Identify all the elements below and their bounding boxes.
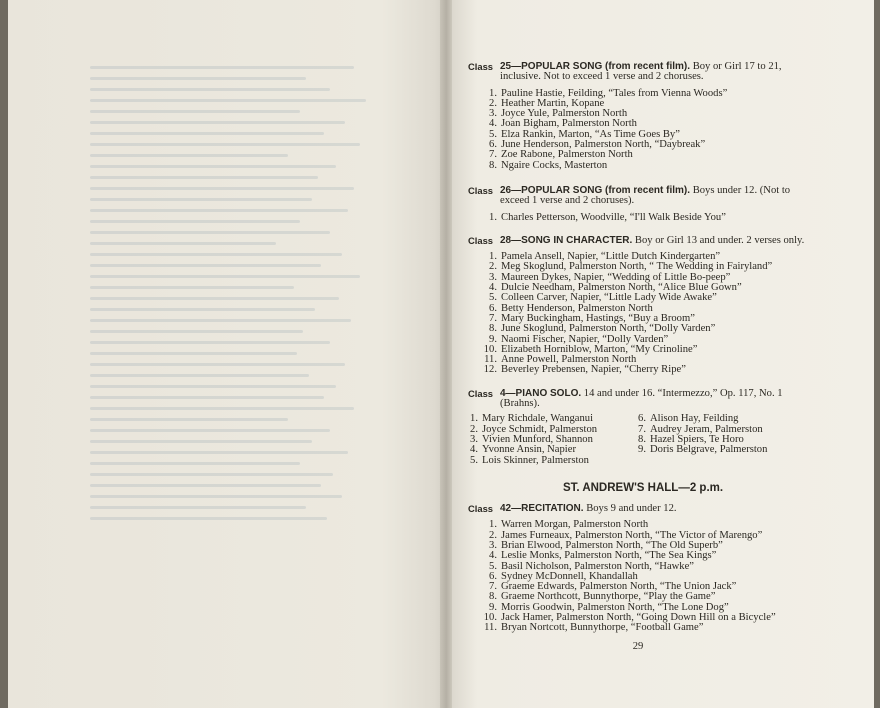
entry-number: 3.: [489, 108, 497, 120]
entry-text: Lois Skinner, Palmerston: [482, 454, 589, 466]
entry-list-left: [468, 414, 636, 465]
entry-text: Vivien Munford, Shannon: [482, 433, 593, 445]
class-26-section: [468, 186, 808, 223]
class-label: Class: [468, 234, 494, 246]
entry-number: 5.: [489, 128, 497, 140]
entry-text: Pauline Hastie, Feilding, “Tales from Vienna Woods”: [501, 87, 728, 99]
class-label: Class: [468, 184, 494, 196]
class-title: 42—RECITATION.: [500, 503, 584, 515]
list-item: [468, 445, 636, 455]
class-title: 4—PIANO SOLO.: [500, 387, 582, 399]
entry-number: 2.: [470, 423, 478, 435]
entry-text: Joyce Yule, Palmerston North: [501, 108, 628, 120]
bleed-through-line: [90, 418, 288, 421]
entry-text: Leslie Monks, Palmerston North, “The Sea Kings”: [501, 550, 717, 562]
entry-number: 6.: [638, 413, 646, 425]
entry-list: [468, 520, 808, 633]
entry-list: [468, 89, 808, 171]
class-description: Boys under 12. (Not to exceed 1 verse and 2 choruses).: [500, 184, 791, 207]
bleed-through-line: [90, 341, 330, 344]
bleed-through-line: [90, 77, 306, 80]
entry-text: Alison Hay, Feilding: [650, 413, 739, 425]
class-title: 26—POPULAR SONG (from recent film).: [500, 184, 691, 196]
bleed-through-line: [90, 407, 354, 410]
entry-number: 4.: [470, 444, 478, 456]
entry-number: 12.: [483, 364, 497, 376]
entry-text: Graeme Edwards, Palmerston North, “The Union Jack”: [501, 581, 737, 593]
entry-number: 3.: [489, 539, 497, 551]
class-label: Class: [468, 503, 494, 515]
entry-number: 1.: [470, 413, 478, 425]
entry-number: 4.: [489, 282, 497, 294]
piano-entry-columns: [468, 414, 808, 465]
entry-text: Elza Rankin, Marton, “As Time Goes By”: [501, 128, 680, 140]
bleed-through-line: [90, 484, 321, 487]
bleed-through-line: [90, 242, 276, 245]
bleed-through-line: [90, 66, 354, 69]
entry-number: 1.: [489, 251, 497, 263]
entry-number: 10.: [483, 343, 497, 355]
entry-text: Warren Morgan, Palmerston North: [501, 519, 649, 531]
entry-number: 3.: [470, 433, 478, 445]
bleed-through-line: [90, 88, 330, 91]
class-description: Boys 9 and under 12.: [586, 503, 677, 515]
entry-number: 7.: [489, 312, 497, 324]
entry-number: 5.: [470, 454, 478, 466]
entry-number: 9.: [638, 444, 646, 456]
entry-text: Mary Buckingham, Hastings, “Buy a Broom”: [501, 312, 695, 324]
entry-text: Colleen Carver, Napier, “Little Lady Wide Awake”: [501, 292, 717, 304]
entry-number: 4.: [489, 550, 497, 562]
entry-number: 9.: [489, 601, 497, 613]
entry-text: Heather Martin, Kopane: [501, 97, 605, 109]
list-item: [468, 365, 808, 375]
entry-list: [468, 213, 808, 223]
bleed-through-line: [90, 198, 312, 201]
entry-text: James Furneaux, Palmerston North, “The Victor of Marengo”: [501, 529, 763, 541]
entry-number: 1.: [489, 87, 497, 99]
entry-text: Meg Skoglund, Palmerston North, “ The Wedding in Fairyland”: [501, 261, 773, 273]
entry-text: Zoe Rabone, Palmerston North: [501, 149, 633, 161]
entry-number: 6.: [489, 139, 497, 151]
entry-text: Basil Nicholson, Palmerston North, “Hawke”: [501, 560, 695, 572]
entry-text: Hazel Spiers, Te Horo: [650, 433, 744, 445]
entry-list: [468, 252, 808, 376]
class-title: 28—SONG IN CHARACTER.: [500, 234, 633, 246]
entry-text: Audrey Jeram, Palmerston: [650, 423, 763, 435]
entry-number: 7.: [638, 423, 646, 435]
bleed-through-line: [90, 209, 348, 212]
entry-number: 5.: [489, 560, 497, 572]
entry-number: 11.: [484, 354, 497, 366]
entry-text: Jack Hamer, Palmerston North, “Going Down Hill on a Bicycle”: [501, 612, 776, 624]
bleed-through-line: [90, 374, 309, 377]
entry-number: 8.: [489, 591, 497, 603]
entry-text: Yvonne Ansin, Napier: [482, 444, 576, 456]
entry-text: Beverley Prebensen, Napier, “Cherry Ripe”: [501, 364, 686, 376]
entry-text: Betty Henderson, Palmerston North: [501, 302, 653, 314]
bleed-through-line: [90, 385, 336, 388]
bleed-through-line: [90, 275, 360, 278]
class-25-section: [468, 62, 808, 171]
left-page: [8, 0, 448, 708]
entry-text: Charles Petterson, Woodville, “I'll Walk Beside You”: [501, 211, 726, 223]
entry-text: Brian Elwood, Palmerston North, “The Old Superb”: [501, 539, 723, 551]
bleed-through-line: [90, 396, 324, 399]
list-item: [636, 445, 804, 455]
bleed-through-line: [90, 462, 300, 465]
entry-text: Joyce Schmidt, Palmerston: [482, 423, 598, 435]
entry-number: 8.: [489, 323, 497, 335]
entry-text: June Skoglund, Palmerston North, “Dolly Varden”: [501, 323, 716, 335]
class-description: Boy or Girl 13 and under. 2 verses only.: [634, 234, 805, 246]
class-label: Class: [468, 387, 494, 399]
entry-number: 7.: [489, 581, 497, 593]
entry-number: 5.: [489, 292, 497, 304]
bleed-through-line: [90, 440, 312, 443]
bleed-through-line: [90, 264, 321, 267]
entry-text: Elizabeth Horniblow, Marton, “My Crinoline”: [501, 343, 698, 355]
bleed-through-line: [90, 330, 303, 333]
entry-number: 8.: [638, 433, 646, 445]
entry-number: 1.: [489, 519, 497, 531]
entry-text: Graeme Northcott, Bunnythorpe, “Play the Game”: [501, 591, 716, 603]
list-item: [468, 456, 636, 466]
entry-number: 6.: [489, 302, 497, 314]
class-title: 25—POPULAR SONG (from recent film).: [500, 61, 691, 72]
bleed-through-line: [90, 121, 345, 124]
bleed-through-line: [90, 286, 294, 289]
class-label: Class: [468, 61, 494, 72]
programme-content: [468, 62, 808, 652]
entry-text: Sydney McDonnell, Khandallah: [501, 570, 638, 582]
bleed-through-line: [90, 495, 342, 498]
bleed-through-line: [90, 187, 354, 190]
bleed-through-line: [90, 473, 333, 476]
entry-text: Dulcie Needham, Palmerston North, “Alice Blue Gown”: [501, 282, 742, 294]
bleed-through-line: [90, 297, 339, 300]
bleed-through-line: [90, 319, 351, 322]
entry-list-right: [636, 414, 804, 465]
entry-text: Anne Powell, Palmerston North: [501, 354, 637, 366]
entry-number: 11.: [484, 622, 497, 634]
bleed-through-line: [90, 154, 288, 157]
entry-number: 7.: [489, 149, 497, 161]
class-42-section: [468, 504, 808, 634]
bleed-through-line: [90, 429, 330, 432]
entry-number: 4.: [489, 118, 497, 130]
class-description: Boy or Girl 17 to 21, inclusive. Not to exceed 1 verse and 2 choruses.: [500, 61, 782, 83]
bleed-through-line: [90, 143, 360, 146]
entry-number: 10.: [483, 612, 497, 624]
hall-heading: ST. ANDREW'S HALL—2 p.m.: [562, 481, 724, 494]
entry-text: Maureen Dykes, Napier, “Wedding of Little Bo-peep”: [501, 271, 731, 283]
entry-text: Joan Bigham, Palmerston North: [501, 118, 637, 130]
list-item: [468, 623, 808, 633]
entry-number: 9.: [489, 333, 497, 345]
bleed-through-line: [90, 165, 336, 168]
bleed-through-line: [90, 363, 345, 366]
entry-text: Pamela Ansell, Napier, “Little Dutch Kindergarten”: [501, 251, 721, 263]
class-4-section: [468, 389, 808, 466]
bleed-through-line: [90, 99, 366, 102]
entry-text: Morris Goodwin, Palmerston North, “The Lone Dog”: [501, 601, 729, 613]
bleed-through-line: [90, 176, 318, 179]
entry-number: 2.: [489, 261, 497, 273]
bleed-through-line: [90, 506, 306, 509]
bleed-through-text: [90, 58, 390, 598]
entry-number: 6.: [489, 570, 497, 582]
page-number: 29: [632, 640, 644, 652]
class-description: 14 and under 16. “Intermezzo,” Op. 117, No. 1 (Brahns).: [500, 387, 783, 410]
entry-number: 8.: [489, 159, 497, 171]
entry-text: Ngaire Cocks, Masterton: [501, 159, 608, 171]
entry-number: 2.: [489, 529, 497, 541]
entry-text: Mary Richdale, Wanganui: [482, 413, 594, 425]
entry-text: Doris Belgrave, Palmerston: [650, 444, 768, 456]
bleed-through-line: [90, 451, 348, 454]
list-item: [468, 161, 808, 171]
bleed-through-line: [90, 110, 300, 113]
bleed-through-line: [90, 352, 297, 355]
entry-number: 3.: [489, 271, 497, 283]
entry-text: Bryan Nortcott, Bunnythorpe, “Football Game”: [501, 622, 704, 634]
bleed-through-line: [90, 220, 300, 223]
entry-number: 1.: [489, 211, 497, 223]
entry-number: 2.: [489, 97, 497, 109]
entry-text: June Henderson, Palmerston North, “Daybreak”: [501, 139, 706, 151]
bleed-through-line: [90, 132, 324, 135]
bleed-through-line: [90, 308, 315, 311]
entry-text: Naomi Fischer, Napier, “Dolly Varden”: [501, 333, 669, 345]
bleed-through-line: [90, 231, 330, 234]
list-item: [468, 324, 808, 334]
bleed-through-line: [90, 517, 327, 520]
class-28-section: [468, 236, 808, 376]
list-item: [468, 213, 808, 223]
bleed-through-line: [90, 253, 342, 256]
